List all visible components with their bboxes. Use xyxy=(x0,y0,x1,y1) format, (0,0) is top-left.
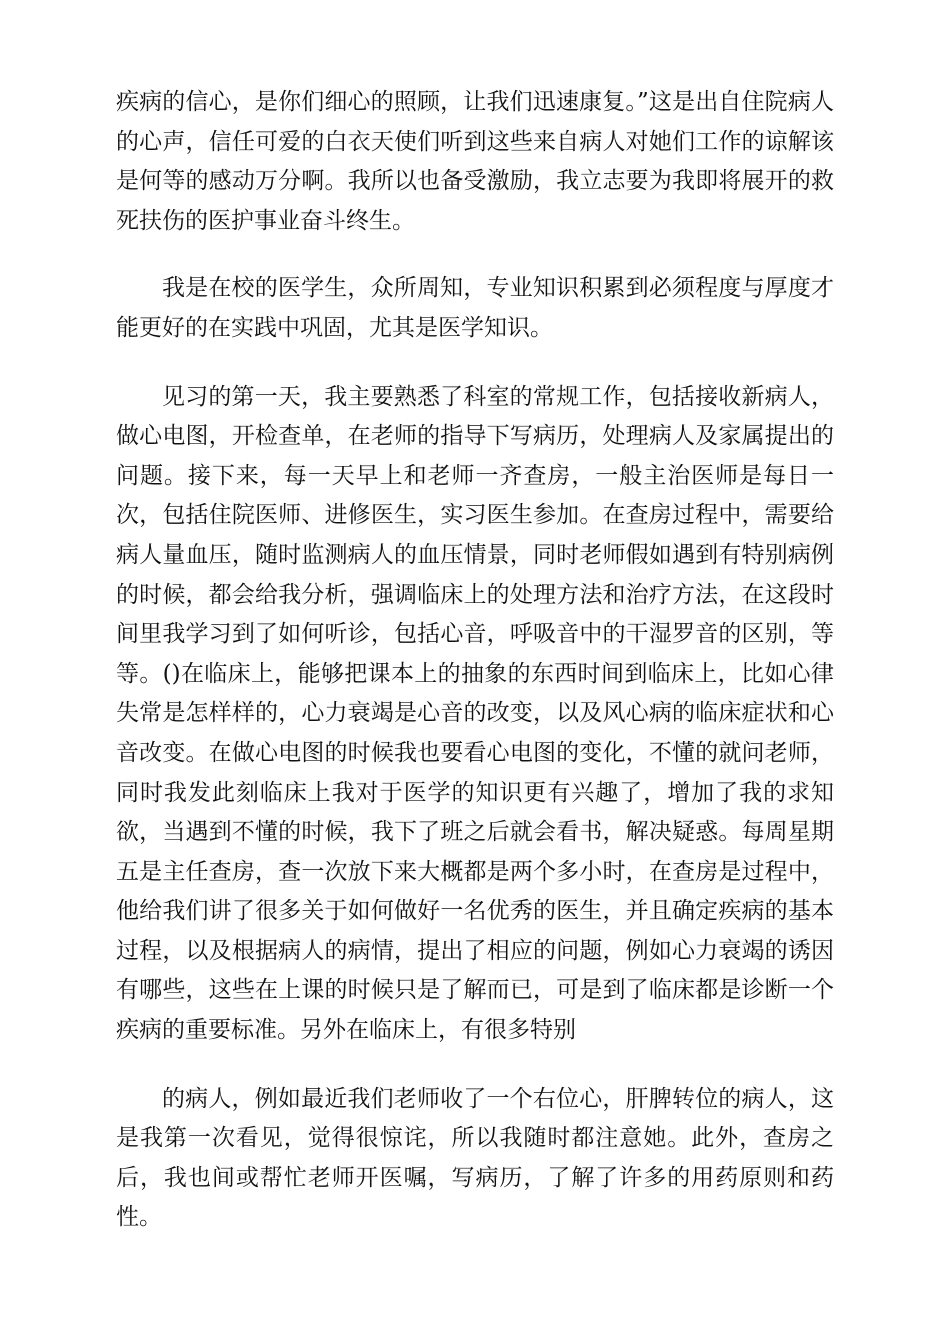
paragraph-medical-student: 我是在校的医学生，众所周知，专业知识积累到必须程度与厚度才能更好的在实践中巩固，尤其是医学知识。 xyxy=(116,275,834,341)
document-body xyxy=(116,83,834,1238)
paragraph-special-patients: 的病人，例如最近我们老师收了一个右位心，肝脾转位的病人，这是我第一次看见，觉得很惊诧，所以我随时都注意她。此外，查房之后，我也间或帮忙老师开医嘱，写病历，了解了许多的用药原则和药性。 xyxy=(116,1085,834,1231)
paragraph-continued: 疾病的信心，是你们细心的照顾，让我们迅速康复。”这是出自住院病人的心声，信任可爱的白衣天使们听到这些来自病人对她们工作的谅解该是何等的感动万分啊。我所以也备受激励，我立志要为我即将展开的救死扶伤的医护事业奋斗终生。 xyxy=(116,89,834,234)
paragraph-first-day: 见习的第一天，我主要熟悉了科室的常规工作，包括接收新病人，做心电图，开检查单，在老师的指导下写病历，处理病人及家属提出的问题。接下来，每一天早上和老师一齐查房，一般主治医师是每日一次，包括住院医师、进修医生，实习医生参加。在查房过程中，需要给病人量血压，随时监测病人的血压情景，同时老师假如遇到有特别病例的时候，都会给我分析，强调临床上的处理方法和治疗方法，在这段时间里我学习到了如何听诊，包括心音，呼吸音中的干湿罗音的区别，等等。()在临床上，能够把课本上的抽象的东西时间到临床上，比如心律失常是怎样样的，心力衰竭是心音的改变，以及风心病的临床症状和心音改变。在做心电图的时候我也要看心电图的变化，不懂的就问老师，同时我发此刻临床上我对于医学的知识更有兴趣了，增加了我的求知欲，当遇到不懂的时候，我下了班之后就会看书，解决疑惑。每周星期五是主任查房，查一次放下来大概都是两个多小时，在查房是过程中，他给我们讲了很多关于如何做好一名优秀的医生，并且确定疾病的基本过程，以及根据病人的病情，提出了相应的问题，例如心力衰竭的诱因有哪些，这些在上课的时候只是了解而已，可是到了临床都是诊断一个疾病的重要标准。另外在临床上，有很多特别 xyxy=(116,383,834,1044)
